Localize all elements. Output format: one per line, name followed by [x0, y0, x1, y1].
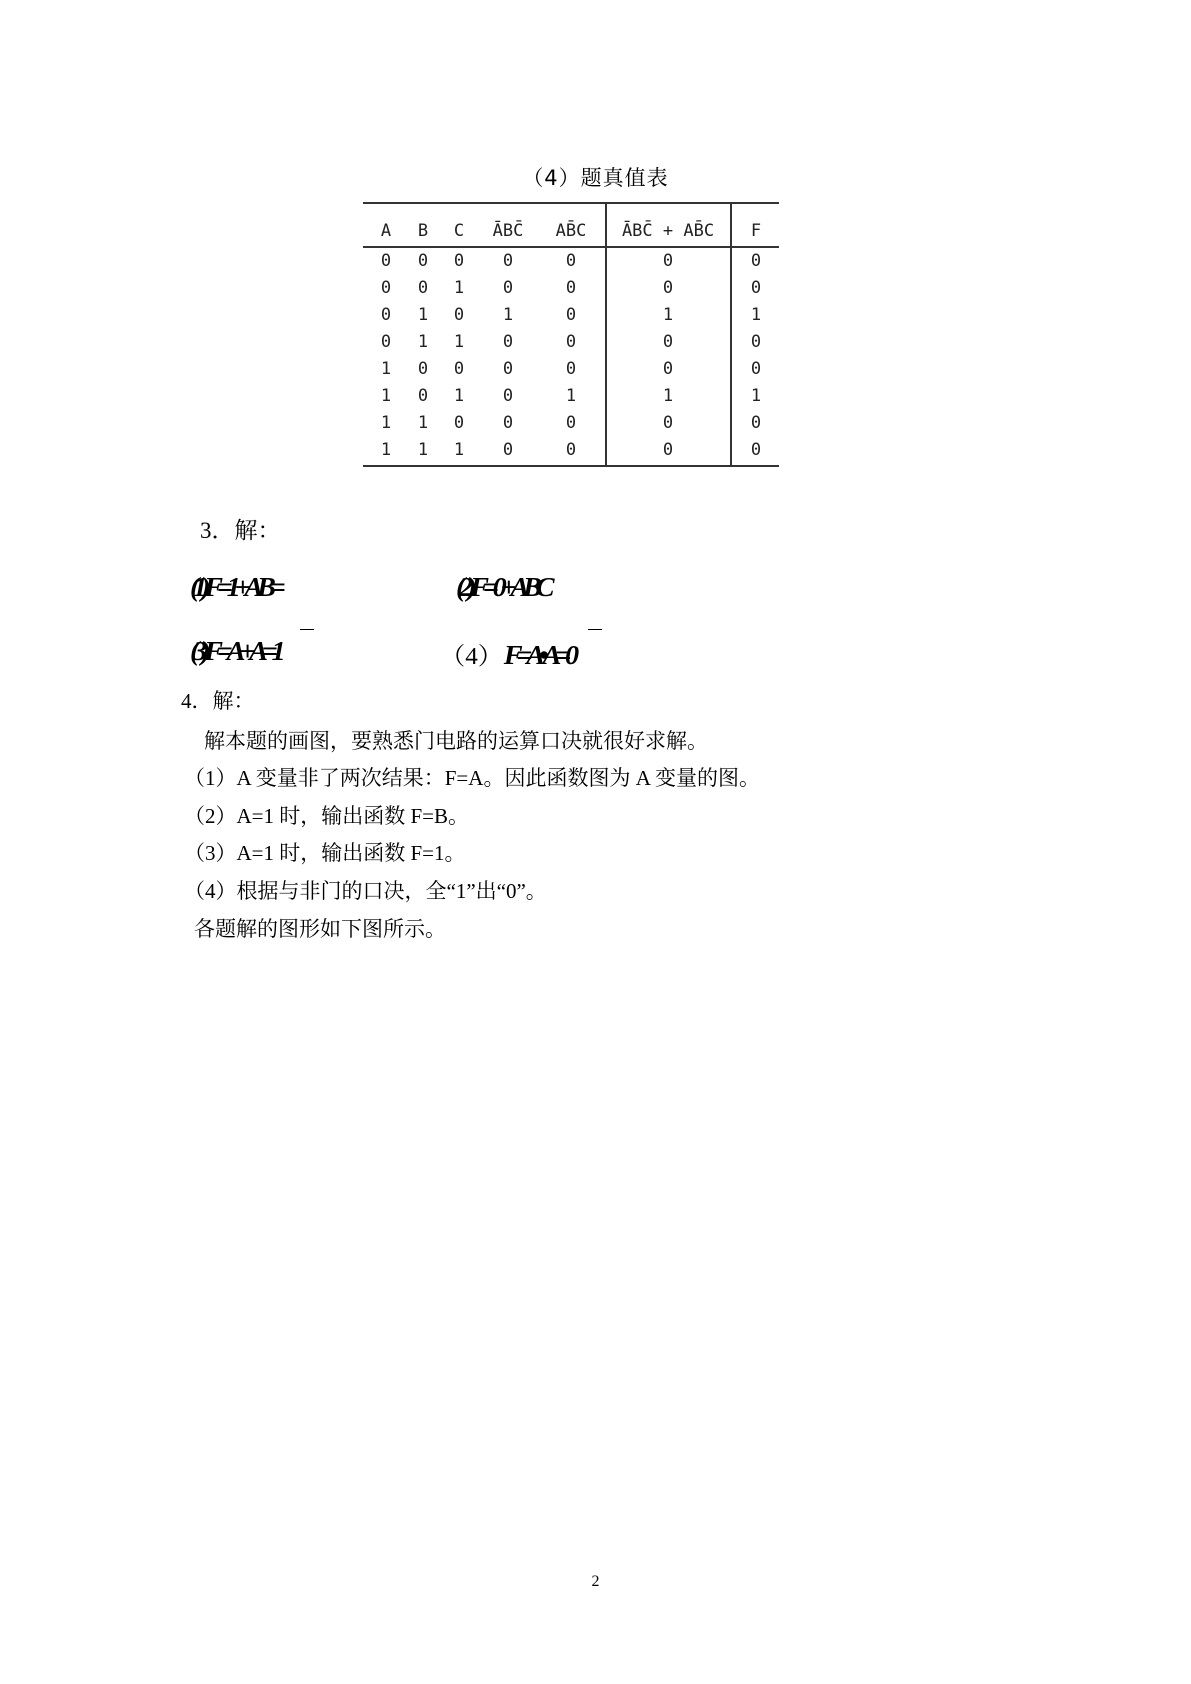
table-cell: 0 [565, 359, 577, 379]
table-cell: 0 [662, 332, 674, 352]
formula-3-text: (3)F=A+A=1 [190, 636, 280, 666]
table-cell: 0 [750, 359, 762, 379]
table-cell: 1 [453, 440, 465, 460]
table-header-cell: A [380, 221, 392, 241]
formula-4 [440, 636, 573, 671]
page-number: 2 [591, 1573, 600, 1590]
table-cell: 0 [565, 305, 577, 325]
section-4-closing: 各题解的图形如下图所示。 [194, 917, 446, 941]
table-cell: 1 [565, 386, 577, 406]
truth-table [363, 200, 779, 468]
table-cell: 1 [380, 359, 392, 379]
table-cell: 0 [380, 305, 392, 325]
table-cell: 0 [565, 278, 577, 298]
section-4-item-4: （4）根据与非门的口决，全“1”出“0”。 [184, 879, 547, 903]
table-cell: 0 [502, 332, 514, 352]
table-cell: 1 [662, 386, 674, 406]
table-cell: 0 [565, 251, 577, 271]
table-cell: 0 [662, 359, 674, 379]
table-cell: 0 [453, 359, 465, 379]
table-cell: 0 [662, 251, 674, 271]
table-cell: 0 [417, 386, 429, 406]
table-header-cell: F [750, 221, 762, 241]
table-cell: 1 [380, 440, 392, 460]
table-cell: 0 [453, 305, 465, 325]
table-cell: 1 [417, 440, 429, 460]
section-3-heading: 3．解： [200, 518, 281, 543]
table-cell: 0 [380, 278, 392, 298]
table-cell: 1 [750, 305, 762, 325]
formula-4-overline [588, 629, 602, 630]
section-4-intro: 解本题的画图，要熟悉门电路的运算口决就很好求解。 [204, 729, 708, 753]
table-cell: 1 [453, 278, 465, 298]
table-header-cell: C [453, 221, 465, 241]
formula-2-text: (2)F=0+ABC [456, 572, 549, 602]
table-cell: 0 [662, 278, 674, 298]
table-cell: 0 [502, 413, 514, 433]
formula-2 [456, 572, 548, 603]
table-cell: 0 [750, 413, 762, 433]
table-cell: 0 [380, 332, 392, 352]
formula-3 [190, 636, 279, 667]
section-4-item-2: （2）A=1 时，输出函数 F=B。 [184, 804, 470, 828]
table-cell: 1 [453, 386, 465, 406]
formula-1 [190, 572, 279, 603]
section-4-heading: 4．解： [181, 689, 255, 713]
table-cell: 0 [750, 278, 762, 298]
formula-4-text: F=A•A=0 [503, 640, 573, 670]
table-cell: 0 [565, 440, 577, 460]
table-cell: 1 [453, 332, 465, 352]
section-4-item-3: （3）A=1 时，输出函数 F=1。 [184, 841, 466, 865]
table-cell: 0 [565, 332, 577, 352]
table-cell: 1 [380, 413, 392, 433]
table-cell: 0 [502, 278, 514, 298]
table-cell: 0 [417, 359, 429, 379]
table-cell: 0 [662, 413, 674, 433]
table-cell: 0 [750, 440, 762, 460]
table-cell: 1 [502, 305, 514, 325]
table-cell: 0 [502, 386, 514, 406]
formula-1-text: (1)F=1+AB= [190, 572, 280, 602]
section-4-item-1: （1）A 变量非了两次结果：F=A。因此函数图为 A 变量的图。 [184, 766, 760, 790]
table-cell: 1 [417, 332, 429, 352]
table-cell: 1 [417, 413, 429, 433]
table-header-cell: AB̄C [555, 221, 587, 241]
table-cell: 0 [750, 251, 762, 271]
table-cell: 0 [662, 440, 674, 460]
table-cell: 0 [750, 332, 762, 352]
table-cell: 1 [380, 386, 392, 406]
table-cell: 1 [417, 305, 429, 325]
table-cell: 0 [502, 359, 514, 379]
table-caption: （4）题真值表 [522, 166, 669, 190]
table-cell: 1 [662, 305, 674, 325]
table-cell: 0 [502, 440, 514, 460]
formula-3-overline [300, 629, 314, 630]
table-header-cell: B [417, 221, 429, 241]
table-header-cell: ĀBC̄ [492, 221, 524, 241]
table-cell: 0 [380, 251, 392, 271]
table-cell: 0 [453, 413, 465, 433]
table-cell: 0 [417, 251, 429, 271]
table-cell: 1 [750, 386, 762, 406]
table-cell: 0 [502, 251, 514, 271]
table-cell: 0 [453, 251, 465, 271]
formula-4-label: （4） [440, 644, 503, 670]
table-cell: 0 [565, 413, 577, 433]
table-header-cell: ĀBC̄ + AB̄C [621, 221, 715, 241]
table-cell: 0 [417, 278, 429, 298]
